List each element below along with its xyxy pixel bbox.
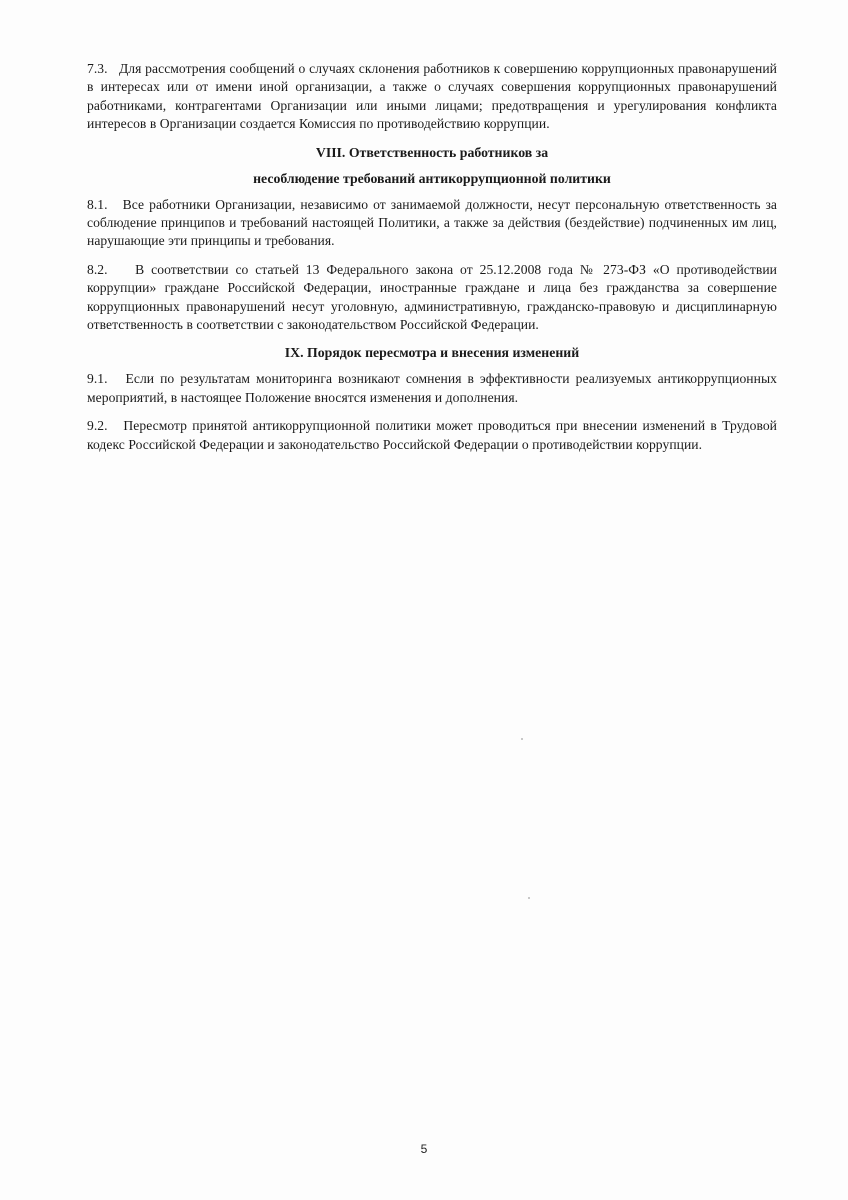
document-body <box>87 60 777 464</box>
paragraph-7-3 <box>87 60 777 134</box>
paragraph-text: В соответствии со статьей 13 Федерального закона от 25.12.2008 года № 273-ФЗ «О противодействии коррупции» граждане Российской Федерации, иностранные граждане и лица без гражданства за совершение коррупционных правонарушений несут уголовную, административную, гражданско-правовую и дисциплинарную ответственность в соответствии с законодательством Российской Федерации. <box>87 261 777 333</box>
paragraph-8-1 <box>87 196 777 251</box>
paragraph-9-1 <box>87 370 777 407</box>
section-8-title-line-1: VIII. Ответственность работников за <box>315 144 549 160</box>
paragraph-text: Пересмотр принятой антикоррупционной политики может проводиться при внесении изменений в Трудовой кодекс Российской Федерации и законодательство Российской Федерации о противодействии коррупции. <box>87 418 777 452</box>
paragraph-number: 7.3. <box>87 61 108 76</box>
paragraph-number: 8.1. <box>87 196 108 212</box>
paragraph-text: Все работники Организации, независимо от занимаемой должности, несут персональную ответственность за соблюдение принципов и требований настоящей Политики, а также за действия (бездействие) подчиненных им лиц, нарушающие эти принципы и требования. <box>87 196 777 249</box>
scan-speck <box>521 738 523 740</box>
paragraph-9-2 <box>87 417 777 454</box>
paragraph-number: 9.1. <box>87 371 108 387</box>
paragraph-number: 9.2. <box>87 418 108 434</box>
paragraph-8-2 <box>87 261 777 335</box>
paragraph-number: 8.2. <box>87 261 108 277</box>
paragraph-text: Если по результатам мониторинга возникают сомнения в эффективности реализуемых антикоррупционных мероприятий, в настоящее Положение вносятся изменения и дополнения. <box>87 371 777 405</box>
page-number: 5 <box>420 1142 428 1156</box>
section-9-title: IX. Порядок пересмотра и внесения изменений <box>284 345 580 361</box>
scan-speck <box>528 897 530 899</box>
paragraph-text: Для рассмотрения сообщений о случаях склонения работников к совершению коррупционных правонарушений в интересах или от имени иной организации, а также о случаях совершения коррупционных правонарушений работниками, контрагентами Организации или иными лицами; предотвращения и урегулирования конфликта интересов в Организации создается Комиссия по противодействию коррупции. <box>87 61 777 132</box>
section-8-title-line-2: несоблюдение требований антикоррупционной политики <box>253 170 611 186</box>
